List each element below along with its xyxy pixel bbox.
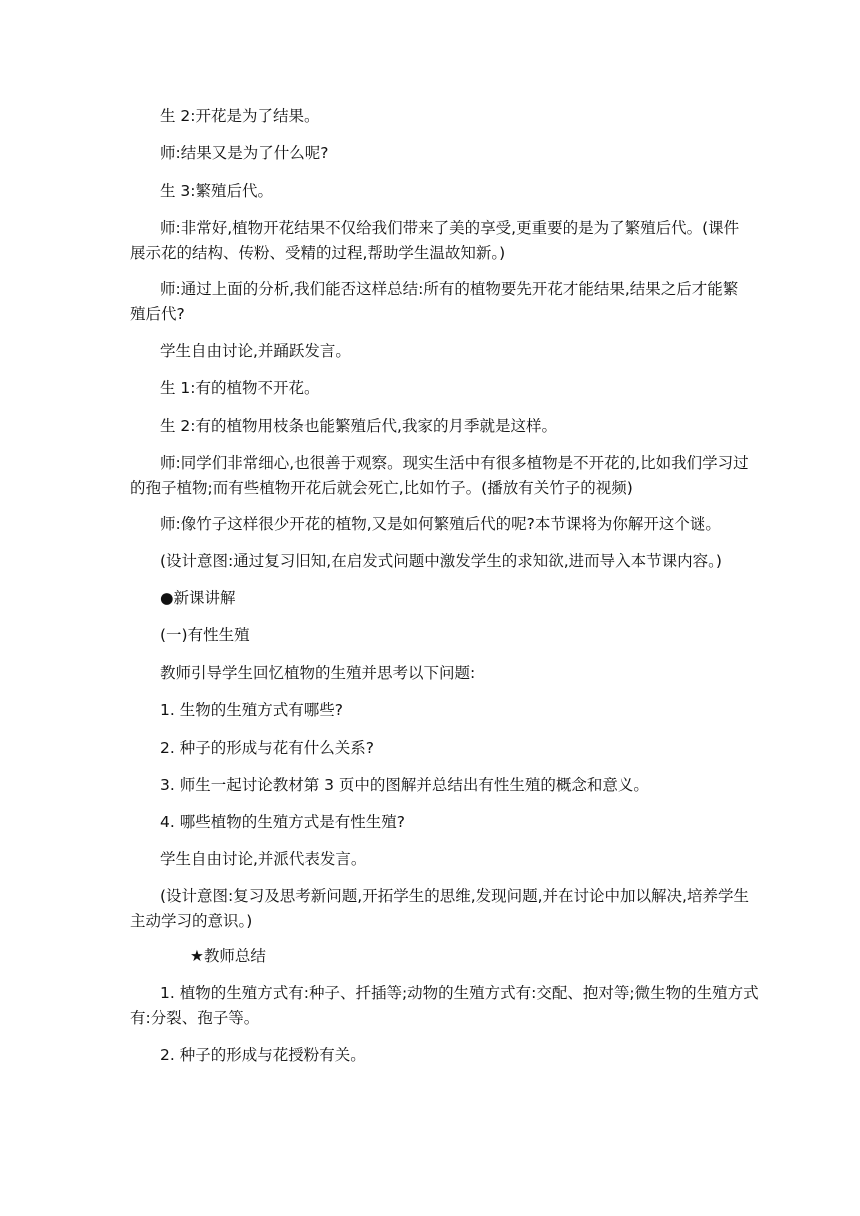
text-line: (设计意图:复习及思考新问题,开拓学生的思维,发现问题,并在讨论中加以解决,培养学生	[160, 887, 749, 905]
text-line: 学生自由讨论,并踊跃发言。	[160, 342, 351, 360]
text-line: 生 3:繁殖后代。	[160, 182, 274, 200]
text-line: 教师引导学生回忆植物的生殖并思考以下问题:	[160, 664, 476, 682]
text-line: ★教师总结	[190, 947, 266, 965]
text-line: 师:通过上面的分析,我们能否这样总结:所有的植物要先开花才能结果,结果之后才能繁	[160, 280, 739, 298]
text-line: 1. 生物的生殖方式有哪些?	[160, 701, 343, 719]
text-line: 1. 植物的生殖方式有:种子、扦插等;动物的生殖方式有:交配、抱对等;微生物的生殖方式	[160, 984, 759, 1002]
text-line: 2. 种子的形成与花授粉有关。	[160, 1046, 366, 1064]
text-line: 2. 种子的形成与花有什么关系?	[160, 739, 374, 757]
text-line: 有:分裂、孢子等。	[130, 1009, 260, 1027]
text-line: (一)有性生殖	[160, 626, 250, 644]
text-line: 生 1:有的植物不开花。	[160, 379, 320, 397]
text-line: 师:结果又是为了什么呢?	[160, 144, 329, 162]
text-line: 4. 哪些植物的生殖方式是有性生殖?	[160, 813, 405, 831]
text-line: 的孢子植物;而有些植物开花后就会死亡,比如竹子。(播放有关竹子的视频)	[130, 479, 633, 497]
text-line: 殖后代?	[130, 305, 185, 323]
text-line: 主动学习的意识。)	[130, 912, 253, 930]
text-line: 学生自由讨论,并派代表发言。	[160, 850, 367, 868]
text-line: (设计意图:通过复习旧知,在启发式问题中激发学生的求知欲,进而导入本节课内容。)	[160, 552, 722, 570]
text-line: 3. 师生一起讨论教材第 3 页中的图解并总结出有性生殖的概念和意义。	[160, 776, 649, 794]
text-line: 生 2:有的植物用枝条也能繁殖后代,我家的月季就是这样。	[160, 417, 557, 435]
text-line: 师:同学们非常细心,也很善于观察。现实生活中有很多植物是不开花的,比如我们学习过	[160, 454, 749, 472]
text-line: 师:非常好,植物开花结果不仅给我们带来了美的享受,更重要的是为了繁殖后代。(课件	[160, 219, 740, 237]
text-line: 生 2:开花是为了结果。	[160, 107, 320, 125]
text-line: ●新课讲解	[160, 589, 236, 607]
text-line: 师:像竹子这样很少开花的植物,又是如何繁殖后代的呢?本节课将为你解开这个谜。	[160, 515, 721, 533]
text-line: 展示花的结构、传粉、受精的过程,帮助学生温故知新。)	[130, 244, 506, 262]
